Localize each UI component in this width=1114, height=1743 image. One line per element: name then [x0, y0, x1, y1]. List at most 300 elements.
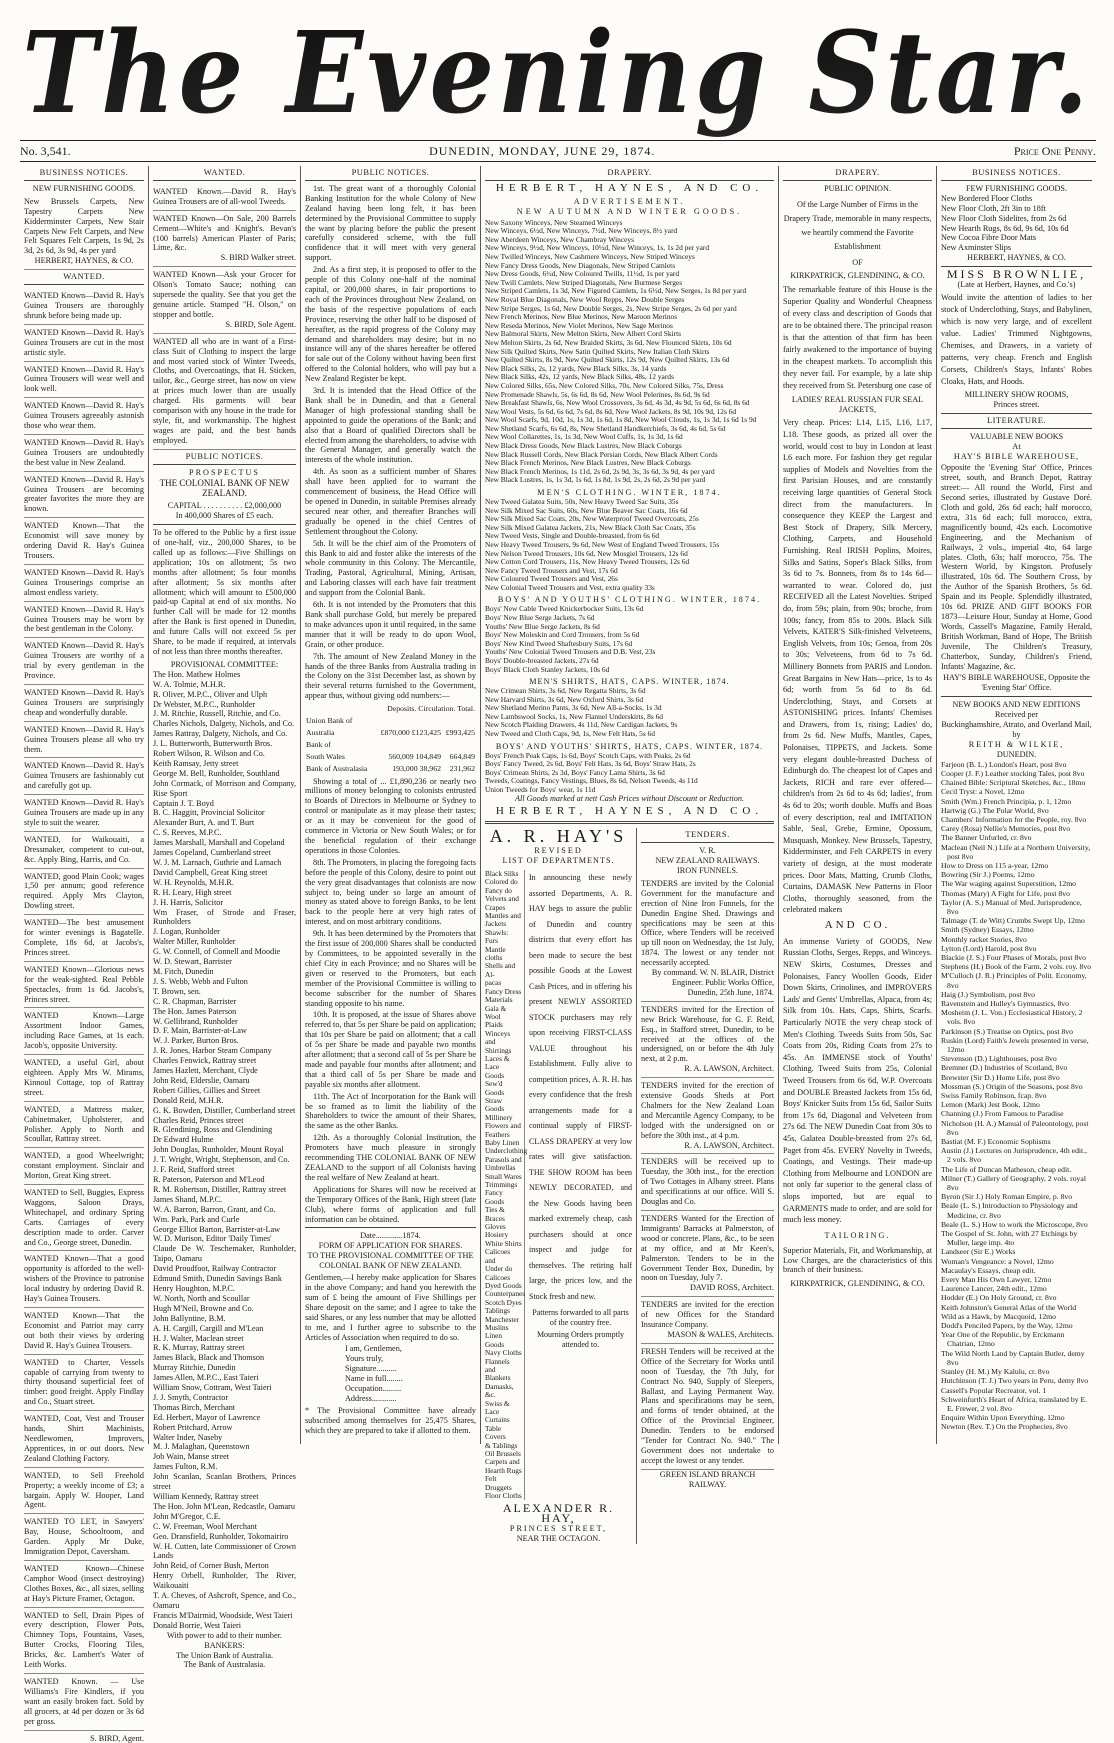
ad-text: WANTED Known.—David R. Hay's Guinea Trousers are of all-wool Tweeds.: [153, 186, 296, 206]
book-item: Talmage (T. de Witt) Crumbs Swept Up, 12mo: [941, 916, 1085, 926]
lower-section: [485, 828, 774, 1544]
committee-member: John Reid, Elderslie, Oamaru: [153, 1075, 250, 1085]
committee-member: M. Fitch, Dunedin: [153, 966, 214, 976]
book-item: The Banner Unfurled, cr. 8vo: [941, 833, 1032, 843]
dept-item: White Shirts: [485, 1238, 522, 1248]
signature-line: Yours truly,: [345, 1354, 384, 1364]
price: Price One Penny.: [1013, 143, 1096, 158]
list-item: New Silk Quilted Skirts, New Satin Quilted Skirts, New Italian Cloth Skirts: [485, 346, 710, 356]
wanted-ad: [24, 1251, 144, 1308]
book-item: Monthly racket Stories, 8vo: [941, 934, 1027, 944]
ad: [153, 334, 296, 450]
committee-member: W. North, North and Scoullar: [153, 1293, 250, 1303]
committee-member: James Copeland, Cumberland street: [153, 848, 271, 858]
list-item: Tweeds, Coatings, Fancy Vestings, Blues, 8s 6d, Nelson Tweeds, 4s 11d: [485, 776, 698, 786]
dept-item: Laces & Lace: [485, 1053, 510, 1072]
list-item: New Wool Vests, 5s 6d, 6s 6d, 7s 6d, 8s 6d, New Wool Jackets, 8s 9d, 10s 9d, 12s 6d: [485, 406, 737, 416]
ad-text: WANTED Known. — Use Williams's Fire Kindlers, if you want an easily broken fact. Sold by all grocers, at 4d per dozen or 3s 6d per gross.: [24, 1677, 144, 1726]
of: OF: [852, 257, 863, 267]
wanted-ad: [24, 398, 144, 435]
ad-text: WANTED TO LET, in Sawyers' Bay, House, Schoolroom, and Garden. Apply Mr Duke, Immigration Depot, Caversham.: [24, 1517, 144, 1557]
ad-text: WANTED Known—David R. Hay's Guinea Trousers will wear well and look well.: [24, 364, 144, 394]
paragraph: 11th. The Act of Incorporation for the Bank will be so framed as to limit the liability of the Shareholders to twice the amount of their Shares, the same as the other Banks.: [305, 1091, 476, 1131]
book-item: Carey (Rosa) Nellie's Memories, post 8vo: [941, 824, 1071, 834]
mourning: Mourning Orders promptly attended to.: [536, 1330, 625, 1349]
paragraph: 9th. It has been determined by the Promoters that the first issue of 200,000 Shares shall be conducted by Committees, to be appointed severally in the chief City in each Province; and no Shares will be given or reserved to the Promoters, but each member of the Provisional Committee is willing to become subscriber for the number of Shares standing opposite to his name.: [305, 929, 476, 1008]
committee-member: M. J. Malaghan, Queenstown: [153, 1442, 250, 1452]
wanted-ad: [24, 722, 144, 759]
committee-member: John M'Gregor, C.E.: [153, 1511, 221, 1521]
table-cell: 560,009 104,849: [388, 751, 441, 761]
goods-list: [485, 219, 774, 485]
book-item: Every Man His Own Lawyer, 12mo: [941, 1275, 1052, 1285]
committee-member: W. J. Parker, Burton Bros.: [153, 1036, 239, 1046]
opinion-title: PUBLIC OPINION.: [824, 183, 891, 193]
committee-member: John Ballyntine, B.M.: [153, 1313, 226, 1323]
signature-line: Name in full........: [345, 1374, 403, 1384]
signature-line: I am, Gentlemen,: [345, 1344, 402, 1354]
list-item: New Silk Mixed Sac Suits, 60s, New Blue Beaver Sac Coats, 16s 6d: [485, 505, 688, 515]
vr: V. R.: [699, 846, 716, 856]
column-header: WANTED.: [153, 166, 296, 181]
committee-member: The Hon. John M'Lean, Redcastle, Oamaru: [153, 1501, 295, 1511]
ad-text: WANTED Known—Glorious news for the weak-sighted. Real Pebble Spectacles, from 1s 6d. Jacobs's, Princes street.: [24, 964, 144, 1004]
list-item: New Wool Collarettes, 1s, 1s 3d, New Wool Cuffs, 1s, 1s 3d, 1s 6d: [485, 432, 683, 442]
committee-member: W. H. Reynolds, M.H.R.: [153, 877, 234, 887]
column-business-literature: [936, 166, 1096, 1444]
dept-item: Carpets and: [485, 1457, 520, 1467]
dunedin: DUNEDIN.: [996, 749, 1037, 759]
ad: [153, 184, 296, 211]
book-item: Lytton (Lord) Harold, post 8vo: [941, 943, 1037, 953]
committee-member: Robert Pritchard, Arrow: [153, 1422, 233, 1432]
committee-member: R. Oliver, M.P.C., Oliver and Ulph: [153, 689, 268, 699]
ad-text: WANTED Known—That the Economist and Patriot may carry out both their views by ordering David R. Hay's Guinea Trousers.: [24, 1311, 144, 1350]
list-item: Boys' New Moleskin and Cord Trousers, from 5s 6d: [485, 630, 640, 640]
book-item: Laurence Lancer, 24th edit., 12mo: [941, 1284, 1047, 1294]
book-item: Nicholson (H. A.) Manual of Paleontology, post 8vo: [941, 1118, 1089, 1137]
ad-text: WANTED, a good Wheelwright; constant employment. Sinclair and Morton, Great King street.: [24, 1151, 144, 1181]
list-item: Boys' Double-breasted Jackets, 27s 6d: [485, 655, 599, 665]
column-drapery-kirkpatrick: [778, 166, 936, 1444]
wanted-ad: [24, 1468, 144, 1515]
table-cell: £870,000 £123,425: [380, 727, 441, 737]
committee-member: David Campbell, Great King street: [153, 867, 268, 877]
ad-text: WANTED to Charter, Vessels capable of carrying from twenty to thirty thousand superficial feet of timber: good freight. Apply Findlay and Co., Stuart street.: [24, 1357, 144, 1407]
committee-member: W. A. Barron, Barron, Grant, and Co.: [153, 1204, 276, 1214]
table-cell: [374, 715, 442, 727]
list-item: New Tweed Galatea Suits, 50s, New Heavy Tweed Sac Suits, 35s: [485, 496, 679, 506]
committee-member: James Fulton, R.M.: [153, 1462, 218, 1472]
list-item: Youths' New Blue Serge Jackets, 8s 6d: [485, 621, 600, 631]
book-item: Channing (J.) From Famous to Paradise: [941, 1109, 1064, 1119]
firm-name-2: HERBERT, HAYNES, AND CO.: [495, 805, 764, 818]
list-item: New Heavy Tweed Trousers, 9s 6d, New West of England Tweed Trousers, 15s: [485, 539, 720, 549]
list-item: New Colonial Tweed Trousers and Vest, extra quality 33s: [485, 582, 655, 592]
dept-item: Flannels and: [485, 1356, 510, 1374]
list-item: New Black Lustres, 1s, 1s 3d, 1s 6d, 1s 8d, 1s 9d, 2s, 2s 6d, 2s 9d per yard: [485, 475, 706, 485]
book-item: Landseer (Sir E.) Works: [941, 1247, 1016, 1257]
furnishing-title: NEW FURNISHING GOODS.: [32, 183, 136, 193]
cash-note: All Goods marked at nett Cash Prices without Discount or Reduction.: [514, 794, 744, 804]
column-public-notices: [300, 166, 480, 1444]
book-item: Bastiat (M. F.) Economic Sophisms: [941, 1137, 1051, 1147]
bible-sig: HAY'S BIBLE WAREHOUSE, Opposite the 'Evening Star' Office.: [943, 673, 1090, 693]
committee-member: John Douglas, Runholder, Mount Royal: [153, 1145, 284, 1155]
wanted-ad: [24, 1102, 144, 1149]
ad-text: WANTED to Sell, Buggies, Express Waggons, Saloon Drays, Whitechapel, and ordinary Spring Carts. Carriages of every description made to order. Carver and Co., George street, Dunedin.: [24, 1188, 144, 1247]
banker-1: The Union Bank of Australia.: [175, 1650, 274, 1660]
committee-member: George Elliot Barton, Barrister-at-Law: [153, 1224, 281, 1234]
sig: KIRKPATRICK, GLENDINING, & CO.: [790, 1279, 925, 1289]
ad-sig: S. BIRD, Sole Agent.: [225, 319, 296, 329]
committee-member: W. J. M. Larnach, Guthrie and Larnach: [153, 858, 282, 867]
committee-member: J. S. Webb, Webb and Fulton: [153, 976, 248, 986]
dept-item: Gala & Wool: [485, 1003, 507, 1021]
committee-member: Edmund Smith, Dunedin Savings Bank: [153, 1274, 282, 1284]
list-item: Boys' New Blue Serge Jackets, 7s 6d: [485, 612, 595, 622]
dept-item: Curtains: [485, 1415, 510, 1425]
list-item: New Aberdeen Winceys, New Chambray Winceys: [485, 234, 634, 244]
dept-item: Shirtings: [485, 1045, 512, 1055]
committee-member: J. M. Ritchie, Russell, Ritchie, and Co.: [153, 709, 281, 719]
list-item: New Breakfast Shawls, 6s, New Wool Crossovers, 3s 6d, 4s 3d, 4s 9d, 5s 6d, 6s 6d, 8s 6d: [485, 398, 750, 408]
dept-item: Ties & Braces: [485, 1205, 505, 1223]
committee-member: C. R. Chapman, Barrister: [153, 996, 237, 1006]
tender-ad: [641, 1002, 774, 1078]
book-item: Woman's Vengeance: a Novel, 12mo: [941, 1256, 1054, 1266]
committee-member: W. Gellibrand, Runholder: [153, 1016, 238, 1026]
committee-member: James Hazlett, Merchant, Clyde: [153, 1066, 258, 1076]
dept-item: Small Wares: [485, 1171, 522, 1181]
committee-member: Donald Borrie, West Taieri: [153, 1620, 242, 1630]
list-item: New Fancy Dress Goods, New Diagonals, New Striped Camlets: [485, 260, 676, 270]
dept-item: Blankets: [485, 1373, 511, 1383]
book-item: Austin (J.) Lectures on Jurisprudence, 4th edit., 2 vols. 8vo: [941, 1146, 1088, 1165]
committee-member: Job Wain, Manse street: [153, 1452, 230, 1462]
wanted-ad: [24, 685, 144, 722]
dept-item: Navy Cloths: [485, 1348, 522, 1358]
dept-item: Swiss & Lace: [485, 1398, 510, 1416]
book-item: Milner (T.) Gallery of Geography, 2 vols. royal 8vo: [941, 1173, 1086, 1193]
book-item: Stephens (H.) Book of the Farm, 2 vols. roy. 8vo: [941, 962, 1092, 972]
dept-item: Table Covers: [485, 1423, 506, 1442]
committee-member: R. M. Robertson, Distiller, Rattray street: [153, 1184, 287, 1194]
ad-text: WANTED Known—David R. Hay's Guinea Trousers agreeably astonish those who wear them.: [24, 401, 144, 431]
wanted-ad: [24, 758, 144, 795]
book-item: Haig (J.) Symbolism, post 8vo: [941, 989, 1035, 999]
tailoring: TAILORING.: [824, 1230, 891, 1240]
table-cell: 231,962: [449, 763, 475, 773]
bank-title: THE COLONIAL BANK OF NEW ZEALAND.: [159, 478, 290, 499]
paragraph: 5th. It will be the chief aim of the Promoters of this Bank to aid and foster alike the interests of the whole community in this Colony. The Mercantile, Trading, Pastoral, Agricultural, Mining, Artisan, and Laboring classes will each have fair treatment and support from the Colonial Bank.: [305, 538, 476, 598]
committee-member: W. D. Stewart, Barrister: [153, 957, 232, 967]
list-item: New Shetland Merino Pants, 3s 6d, New All-a-Socks, 1s 3d: [485, 703, 662, 713]
paragraph: 8th. The Promoters, in placing the foregoing facts before the people of this Colony, desire to point out the very great disadvantages that colonists are now subject to, being under so large an amount of money as stated above to foreign Banks, to be lent back to the people here at very high rates of interest, and on most arbitrary conditions.: [305, 857, 476, 927]
book-item: Swiss Family Robinson, fcap. 8vo: [941, 1091, 1047, 1100]
dept-item: pacas: [485, 978, 502, 988]
book-item: Newton (Rev. T.) On the Prophecies, 8vo: [941, 1422, 1068, 1432]
list-item: New Dress Goods, 6½d, New Coloured Twills, 11½d, 1s per yard: [485, 269, 680, 279]
paragraph: 10th. It is proposed, at the issue of Shares above referred to, that 5s per Share be paid on application; that 10s per Share be paid on allotment; that a call of 5s per Share be made and payable two months after allotment; that a second call of 5s per Share be made and payable four months after allotment; and that a third call of 5s per Share be made and payable six months after allotment.: [305, 1010, 476, 1089]
committee-member: J. H. Harris, Solicitor: [153, 897, 224, 907]
book-item: Ravenstein and Hulley's Gymnastics, 8vo: [941, 998, 1069, 1008]
form-to: TO THE PROVISIONAL COMMITTEE OF THE COLONIAL BANK OF NEW ZEALAND.: [307, 1251, 474, 1271]
committee-member: Captain J. T. Boyd: [153, 798, 214, 808]
tenders-section: [637, 828, 774, 1544]
committee-member: Henry Orbell, Runholder, The River, Waikouaiti: [153, 1571, 296, 1591]
tenders-list: [641, 876, 774, 1470]
book-item: Mosheim (J. L. Von.) Ecclesiastical History, 2 vols. 8vo: [941, 1008, 1083, 1027]
list-item: New Black Dress Goods, New Black Lustres, New Black Coburgs: [485, 441, 682, 451]
mens-title: MEN'S CLOTHING. WINTER, 1874.: [537, 488, 722, 498]
ad-text: WANTED Known—David R. Hay's Guinea Trousers are worthy of a trial by every gentleman in the Province.: [24, 641, 144, 681]
form-footnote: * The Provisional Committee have already subscribed among themselves for 25,475 Shares, which they are prepared to take if allotted to them.: [305, 1405, 476, 1435]
dept-item: Gloves: [485, 1222, 506, 1232]
ad-text: WANTED, for Waikouaiti, a Dressmaker, competent to cut-out, &c. Apply Bing, Harris, and Co.: [24, 834, 144, 864]
boys2-list: [485, 752, 774, 795]
committee-member: C. W. Freeman, Wool Merchant: [153, 1521, 258, 1531]
dept-item: Linen Goods: [485, 1331, 505, 1349]
list-item: New Striped Camlets, 1s 3d, New Figured Camlets, 1s 6½d, New Serges, 1s 8d per yard: [485, 286, 747, 296]
list-item: New Saxony Winceys, New Steamed Winceys: [485, 217, 623, 227]
bible-warehouse: HAY'S BIBLE WAREHOUSE,: [953, 451, 1080, 461]
committee-member: J. L. Butterworth, Butterworth Bros.: [153, 739, 273, 749]
ad-text: WANTED Known—David R. Hay's Guinea Trousers are cut in the most artistic style.: [24, 327, 144, 357]
paragraph: 2nd. As a first step, it is proposed to offer to the people of this Colony one-half of the nominal capital, or 200,000 shares, in fair proportions to each of the Provinces throughout New Zealand, on the basis of the respective populations of each Province, reserving the other half to be disposed of hereafter, as the rapid progress of the Colony may demand and shareholders may desire; but in no instance will any of the shares hereafter be offered for sale out of the Colony without having been first offered to the Colonial holders, who will pay but a New Zealand Register be kept.: [305, 265, 476, 384]
lit-header: LITERATURE.: [941, 413, 1092, 429]
list-item: New French Merinos, New Blue Merinos, New Maroon Merinos: [485, 312, 678, 322]
tender-text: TENDERS invited for the Erection of new Brick Warehouse, for G. F. Reid, Esq., in Stafford street, Dunedin, to be received at the offices of the undersigned, on or before the 4th July next, at 2 p.m.: [641, 1004, 774, 1064]
committee-member: J. Logan, Runholder: [153, 927, 220, 937]
committee-member: W. H. Cutten, late Commissioner of Crown Lands: [153, 1541, 296, 1561]
committee-member: Hugh M'Neil, Browne and Co.: [153, 1303, 254, 1313]
dept-item: Manchester: [485, 1314, 520, 1324]
list-item: New Stripe Serges, 1s 6d, New Double Serges, 2s, New Stripe Serges, 2s 6d per yard: [485, 303, 737, 313]
departments-title: LIST OF DEPARTMENTS.: [502, 856, 615, 866]
paragraph: Applications for Shares will now be received at the Temporary Offices of the Bank, High street (late Club), where forms of application and full information can be obtained.: [305, 1184, 476, 1224]
tender-ad: [641, 876, 774, 1002]
book-item: Beale (L. S.) Introduction to Physiology and Medicine, cr. 8vo: [941, 1201, 1078, 1220]
dept-item: Parasols and: [485, 1154, 522, 1164]
committee-member: Dr Edward Hulme: [153, 1135, 214, 1145]
column-header: BUSINESS NOTICES.: [24, 166, 144, 181]
millinery: MILLINERY SHOW ROOMS,: [964, 389, 1069, 399]
committee-member: Henry Houghton, M.P.C.: [153, 1283, 235, 1293]
wanted-ad: [24, 638, 144, 685]
committee-member: A. H. Cargill, Cargill and M'Lean: [153, 1323, 264, 1333]
list-item: Boys' Crimean Shirts, 2s 3d, Boys' Fancy Lama Shirts, 3s 6d: [485, 767, 665, 777]
book-item: Enquire Within Upon Everything, 12mo: [941, 1413, 1065, 1423]
dept-item: Underclothing: [485, 1146, 528, 1156]
committee-member: Geo. Dransfield, Runholder, Tokomairiro: [153, 1531, 289, 1541]
committee-member: T. A. Cheves, of Ashcroft, Spence, and Co., Oamaru: [153, 1591, 296, 1610]
committee-member: B. C. Haggitt, Provincial Solicitor: [153, 808, 265, 818]
book-item: Maclean (Neil N.) Life at a Northern University, post 8vo: [941, 842, 1091, 861]
column-header: DRAPERY.: [485, 166, 774, 181]
ad-sig: S. BIRD Walker street.: [220, 253, 296, 263]
book-item: Smith (Wm.) French Principia, p. 1, 12mo: [941, 796, 1072, 806]
dept-list: [485, 869, 528, 1501]
list-item: New Crimean Shirts, 3s 6d, New Regatta Shirts, 3s 6d: [485, 686, 646, 696]
public-header: PUBLIC NOTICES.: [153, 450, 296, 465]
dept-item: Velvets and: [485, 894, 519, 904]
few-item: New Floor Cloth, 2ft 3in to 18ft: [941, 203, 1046, 213]
list-item: New Twilled Winceys, New Cashmere Winceys, New Striped Winceys: [485, 252, 695, 261]
table-cell: Union Bank of: [306, 716, 353, 726]
book-item: Stanley (H. M.) My Kalulu, cr. 8vo: [941, 1367, 1050, 1377]
agent-sig: S. BIRD, Agent.: [90, 1733, 144, 1743]
tender-ad: [641, 1297, 774, 1344]
bible-body: Opposite the 'Evening Star' Office, Princes street, south, and Branch Depot, Rattray street:— All round the World, First and Second series, illustrated by Gustave Doré. Cloth and gold, 26s 6d each; half morocco, extra, 31s 6d each; full morocco, extra, magnificently bound, 42s each. Locomotive Engineering, and the Mechanism of Railways, 2 vols., imperial 4to, 64 large plates. Cloth, 63s; half morocco, 75s. The Western World, by Kingston. Profusely illustrated, 10s 6d. The Southern Cross, by the Author of the Spanish Brothers, 5s 6d. Spain and its People. Splendidly illustrated, 10s 6d. PRIZE AND GIFT BOOKS FOR 1873—Leisure Hour, Sunday at Home, Good Words, Cassell's Magazine, Family Herald, British Workman, Band of Hope, The British Juvenile, The Children's Treasury, Chatterbox, Sunday, Children's Friend, Infants' Magazine, &c.: [941, 463, 1092, 671]
committee-member: Wm. Park, Park and Curle: [153, 1214, 240, 1224]
list-item: Boys' New Cable Tweed Knickerbocker Suits, 13s 6d: [485, 604, 644, 614]
form-signature: [305, 1344, 476, 1403]
tender-sig: R. A. LAWSON, Architect.: [684, 1140, 774, 1150]
book-item: Taylor (A. S.) Manual of Med. Jurisprudence, 8vo: [941, 897, 1082, 916]
dept-item: Under do: [485, 1264, 513, 1274]
list-item: New Colored Silks, 65s, New Colored Silks, 70s, New Colored Silks, 75s, Dress: [485, 380, 724, 390]
table-cell: [442, 739, 476, 751]
ladies-jackets: LADIES' REAL RUSSIAN FUR SEAL JACKETS,: [791, 394, 924, 414]
ad-text: WANTED Known—David R. Hay's Guinea Trousers please all who try them.: [24, 724, 144, 754]
committee-title: PROVISIONAL COMMITTEE:: [170, 659, 279, 669]
wanted-ad: [24, 1608, 144, 1674]
committee-member: Francis M'Dairmid, Woodside, West Taieri: [153, 1610, 293, 1620]
committee-member: The Hon. James Paterson: [153, 1006, 237, 1016]
signature-line: Occupation.........: [345, 1384, 402, 1394]
table-cell: Bank of: [306, 739, 331, 749]
committee-member: Robert Gillies, Gillies and Street: [153, 1085, 261, 1095]
dept-item: Plaids: [485, 1020, 503, 1030]
wanted-ad: [24, 1411, 144, 1468]
committee-member: John Cormack, of Morrison and Company, Rise Sport: [153, 778, 296, 798]
ad-text: WANTED Known—David R. Hay's Guinea Trousers are undoubtedly the best value in New Zealand.: [24, 437, 144, 467]
paragraph: 1st. The great want of a thoroughly Colonial Banking Institution for the whole Colony of New Zealand having been long felt, it has been determined by the Provisional Committee to supply the want by placing before the public the present carefully considered scheme, with the full confidence that it will meet with very general support.: [305, 183, 476, 263]
ad: [153, 211, 296, 268]
dept-item: Baby Linen: [485, 1138, 520, 1147]
book-item: Lemon (Mark) Jest Book, 12mo: [941, 1100, 1040, 1110]
book-item: Cassell's Popular Recreator, vol. 1: [941, 1385, 1047, 1395]
list-item: New Black French Merinos, New Black Lustres, New Black Coburgs: [485, 458, 691, 468]
committee-member: Charles Fenwick, Rattray street: [153, 1056, 257, 1066]
dept-item: Shawls: Furs: [485, 927, 509, 946]
book-item: Wild as a Hawk, by Macquoid, 12mo: [941, 1311, 1056, 1321]
column-wanted-prospectus: [148, 166, 300, 1670]
list-item: New Tweed and Cloth Caps, 9d, 1s, New Felt Hats, 5s 6d: [485, 729, 655, 738]
green-island: GREEN ISLAND BRANCH RAILWAY.: [659, 1469, 756, 1489]
committee-member: Alexander Burt, A. and T. Burt: [153, 818, 255, 828]
iron-funnels: IRON FUNNELS.: [677, 866, 738, 875]
list-item: New Balmoral Skirts, New Melton Skirts, New Albert Cord Skirts: [485, 329, 682, 339]
ad-text: WANTED, to Sell Freehold Property; a weekly income of £3; a bargain. Apply W. Hooper, Land Agent.: [24, 1470, 144, 1510]
wanted-ads: [24, 288, 144, 1730]
tender-ad: [641, 1078, 774, 1154]
list-item: New Cotton Cord Trousers, 11s, New Heavy Tweed Trousers, 12s 6d: [485, 557, 690, 567]
wanted-ad: [24, 435, 144, 472]
wanted-ad: [24, 1308, 144, 1355]
hats-title: MEN'S SHIRTS, HATS, CAPS. WINTER, 1874.: [529, 677, 730, 687]
list-item: Boys' Fancy Tweed, 2s 6d, Boys' Felt Hats, 3s 6d, Boys' Straw Hats, 2s: [485, 759, 696, 769]
few-list: [941, 194, 1092, 253]
committee-member: Walter Miller, Runholder: [153, 937, 236, 947]
ships: Buckinghamshire, Atrato, and Overland Mail, by: [941, 720, 1092, 739]
few-sig: HERBERT, HAYNES, & CO.: [967, 253, 1066, 263]
list-item: Union Tweeds for Boys' wear, 1s 11d: [485, 784, 596, 794]
tender-text: TENDERS are invited by the Colonial Government for the manufacture and erection of Nine Iron Funnels, for the Dunedin Engine Shed. Drawings and specifications may be seen at this Office, where Tenders will be received up till noon on Wednesday, the 1st July, 1874. The lowest or any tender not necessarily accepted.: [641, 878, 774, 968]
committee-member: Thomas Birch, Merchant: [153, 1402, 236, 1412]
committee-member: Charles Nichols, Dalgety, Nichols, and Co.: [153, 719, 295, 729]
list-item: New Black French Merinos, 1s 11d, 2s 6d, 2s 9d, 3s, 3s 6d, 3s 9d, 4s per yard: [485, 466, 715, 476]
few-item: New Hearth Rugs, 8s 6d, 9s 6d, 10s 6d: [941, 223, 1069, 233]
list-item: Boys' New Kind Tweed Shaftesbury Suits, 17s 6d: [485, 638, 633, 648]
dept-item: Flowers and: [485, 1121, 521, 1131]
hay-sig: ALEXANDER R. HAY,: [502, 1501, 615, 1526]
committee-member: John Scanlan, Scanlan Brothers, Princes street: [153, 1472, 296, 1492]
committee-member: James Allen, M.P.C., East Taieri: [153, 1373, 259, 1383]
book-item: Beale (L. S.) How to work the Microscope, 8vo: [941, 1219, 1088, 1229]
dept-item: Damasks, &c.: [485, 1381, 514, 1400]
wanted-ad: [24, 795, 144, 832]
list-item: New Royal Blue Diagonals, New Wool Repps, New Double Serges: [485, 294, 685, 304]
wanted-ad: [24, 1355, 144, 1412]
book-item: Hutchinson (T. J.) Two years in Peru, demy 8vo: [941, 1376, 1089, 1386]
table-cell: Australia: [306, 727, 335, 737]
committee-note: With power to add to their number.: [167, 1630, 282, 1640]
list-item: New Black Russell Cords, New Black Persian Cords, New Black Albert Cords: [485, 449, 718, 459]
dept-item: Fancy Goods: [485, 1188, 505, 1206]
dept-item: Oil Brussels: [485, 1449, 521, 1459]
paragraph: 6th. It is not intended by the Promoters that this Bank shall purchase Gold, but merely be prepared to make advances upon it until required, in the same manner that it will be ready to do upon Wool, Grain, or other produce.: [305, 600, 476, 649]
wanted-ad: [24, 472, 144, 519]
tender-sig: By command. W. N. BLAIR, District Engineer. Public Works Office, Dunedin, 25th June, 1874.: [651, 968, 774, 997]
ad-text: WANTED Known—David R. Hay's Guinea Trousers are becoming greater favorites the more they are known.: [24, 474, 144, 514]
hay-near: NEAR THE OCTAGON.: [516, 1534, 601, 1544]
committee-member: Murray Ritchie, Dunedin: [153, 1363, 236, 1373]
hay-address: PRINCES STREET,: [509, 1524, 608, 1534]
committee-member: Donald Reid, M.H.R.: [153, 1095, 224, 1105]
tender-sig: DAVID ROSS, Architect.: [690, 1283, 774, 1293]
dept-item: Materials: [485, 995, 513, 1005]
capital: CAPITAL . . . . . . . . . . £2,000,000: [167, 501, 282, 511]
book-item: Parkinson (S.) Treatise on Optics, post 8vo: [941, 1026, 1073, 1036]
paragraph: 12th. As a thoroughly Colonial Institution, the Promoters have much pleasure in strongly recommending THE COLONIAL BANK OF NEW ZEALAND to the support of all Colonists having the real welfare of New Zealand at heart.: [305, 1133, 476, 1182]
shares: In 400,000 Shares of £5 each.: [175, 511, 274, 521]
wanted-ad: [24, 832, 144, 869]
announce-text: In announcing these newly assorted Departments, A. R. HAY begs to assure the public of Dunedin and country districts that every effort has been made to secure the best possible Goods at the Lowest Cash Prices, and in offering his present NEWLY ASSORTED STOCK purchasers may rely upon receiving FIRST-CLASS VALUE throughout his Establishment. Fully alive to competition prices, A. R. H. has every confidence that the fresh arrangements made for a continual supply of FIRST-CLASS DRAPERY at very low rates will give satisfaction. THE SHOW ROOM has been NEWLY DECORATED, and the New Goods having been marked extremely cheap, cash purchasers should at once inspect and judge for themselves. The retiring half large, the prices low, and the Stock fresh and new.: [529, 873, 632, 1301]
miss-brownlie: MISS BROWNLIE,: [946, 267, 1087, 282]
miss-late: (Late at Herbert, Haynes, and Co.'s): [957, 280, 1076, 290]
committee-member: David Proudfoot, Railway Contractor: [153, 1264, 277, 1274]
committee-member: Walter Inder, Naseby: [153, 1432, 223, 1442]
book-item: Stevenson (D.) Lighthouses, post 8vo: [941, 1054, 1057, 1064]
ad-text: WANTED Known—On Sale, 200 Barrels Cement—White's and Knight's. Bevan's (100 barrels) American Plaster of Paris; Lime, &c.: [153, 213, 296, 253]
committee-list: [153, 670, 296, 1631]
list-item: New Twill Camlets, New Striped Diagonals, New Burmese Serges: [485, 277, 683, 287]
committee-member: R. H. Leary, High street: [153, 887, 232, 897]
ad-text: WANTED to Sell, Drain Pipes of every description, Flower Pots, Chimney Tops, Fountains, Vases, Butter Crocks, Flooring Tiles, Bricks, &c. Lambert's Water of Leith Works.: [24, 1610, 144, 1670]
committee-member: H. J. Walter, Maclean street: [153, 1333, 244, 1343]
table-header: Deposits. Circulation. Total.: [387, 704, 475, 714]
dept-item: & Tablings: [485, 1440, 518, 1450]
book-item: Byron (Sir J.) Holy Roman Empire, p. 8vo: [941, 1192, 1073, 1202]
furnishing-body: New Brussels Carpets, New Tapestry Carpets New Kidderminster Carpets, New Stair Carpets New Felt Carpets, and New Felt Squares Felt Carpets, 1s 9d, 2s 3d, 2s 6d, 3s 9d, 4s per yard: [24, 196, 144, 256]
tender-ad: [641, 1344, 774, 1470]
dept-item: Trimmings: [485, 1180, 518, 1190]
tender-text: TENDERS will be received up to Tuesday, the 30th inst., for the erection of Two Cottages in Albany street. Plans and specifications at our office. Will S. Douglas and Co.: [641, 1157, 774, 1207]
column-header: DRAPERY.: [783, 166, 932, 181]
form-body: Gentlemen,—I hereby make application for Shares in the above Company; and hand you herewith the sum of £ being the amount of Five Shillings per Share deposit on the same; and I agree to take the said Shares, or any less number that may be allotted to me, and I further agree to subscribe to the Articles of Association when required to do so.: [305, 1273, 476, 1342]
